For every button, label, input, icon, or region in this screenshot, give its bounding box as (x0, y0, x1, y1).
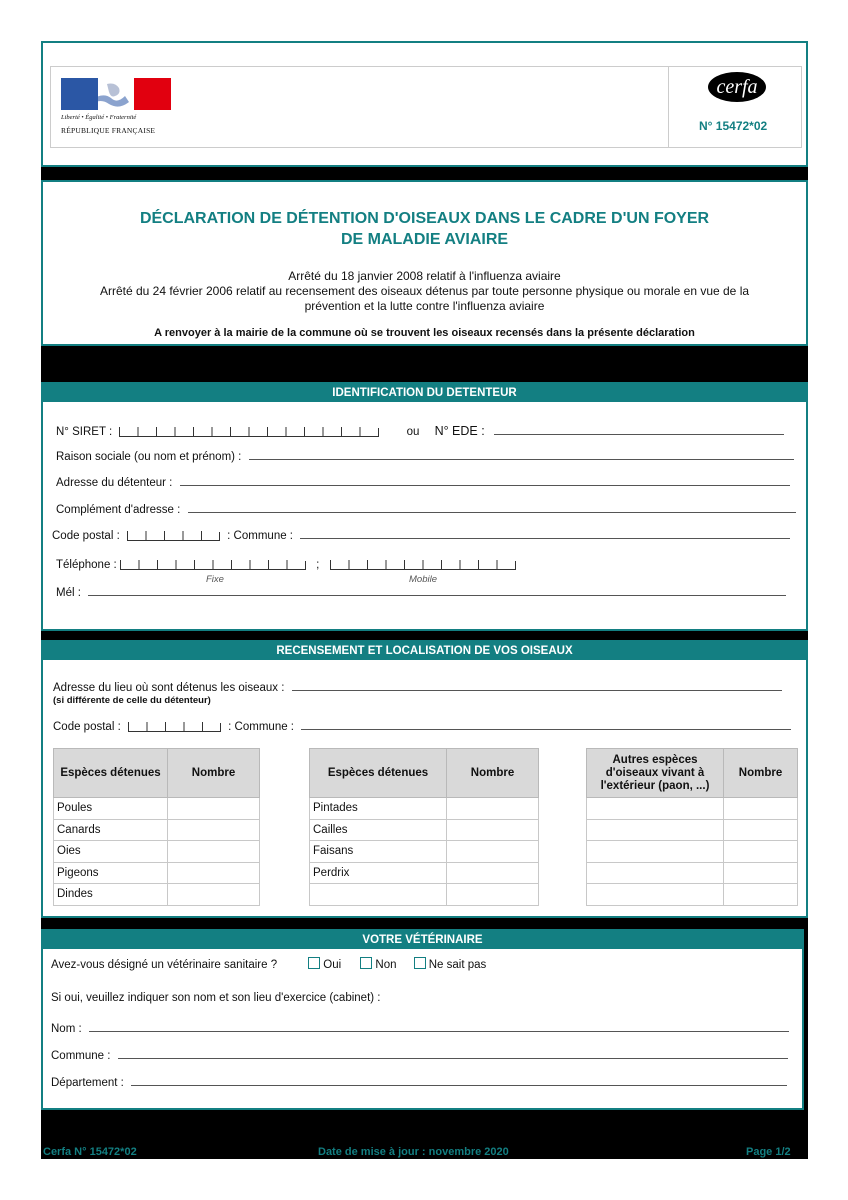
commune-label: : Commune : (227, 530, 293, 542)
code-postal-input[interactable] (127, 531, 219, 541)
lieu-commune-label: : Commune : (228, 721, 294, 733)
commune-input[interactable] (300, 537, 790, 539)
table-row (587, 884, 798, 906)
footer-date: Date de mise à jour : novembre 2020 (318, 1146, 509, 1158)
species-cell: Canards (54, 819, 168, 841)
table1-species-header: Espèces détenues (54, 749, 168, 798)
table3-species-header (587, 749, 724, 798)
count-input[interactable] (447, 841, 539, 863)
checkbox-oui[interactable] (308, 957, 320, 969)
option-non[interactable] (360, 959, 396, 971)
vet-instruction: Si oui, veuillez indiquer son nom et son lieu d'exercice (cabinet) : (51, 992, 381, 1004)
table1-count-header: Nombre (168, 749, 260, 798)
species-cell: Poules (54, 798, 168, 820)
table-row (54, 798, 260, 820)
count-input[interactable] (447, 884, 539, 906)
page-title (43, 208, 806, 250)
species-cell: Oies (54, 841, 168, 863)
title-box (41, 180, 808, 346)
option-non-label: Non (375, 959, 397, 971)
table-row (587, 798, 798, 820)
ref-2006-line2: prévention et la lutte contre l'influenza aviaire (304, 299, 545, 313)
vet-departement-input[interactable] (131, 1084, 787, 1086)
option-ne-sait-pas[interactable] (414, 959, 487, 971)
vet-question-row (51, 957, 486, 971)
species-cell (310, 884, 447, 906)
vet-commune-row (51, 1050, 788, 1062)
table3-header-line2: d'oiseaux vivant à (605, 766, 705, 779)
republique-logo (57, 72, 181, 140)
header-divider (668, 67, 669, 147)
table3-header-line3: l'extérieur (paon, ...) (600, 779, 710, 792)
header-inner (50, 66, 802, 148)
species-table-3 (586, 748, 798, 906)
vet-departement-label: Département : (51, 1077, 124, 1089)
raison-input[interactable] (249, 458, 794, 460)
mel-input[interactable] (88, 594, 786, 596)
raison-row (56, 451, 794, 463)
table-row (310, 862, 539, 884)
vet-nom-row (51, 1023, 789, 1035)
count-input[interactable] (724, 862, 798, 884)
species-cell: Cailles (310, 819, 447, 841)
mel-row (56, 587, 786, 599)
vet-nom-input[interactable] (89, 1030, 789, 1032)
count-input[interactable] (447, 798, 539, 820)
siret-input[interactable] (119, 427, 378, 437)
code-postal-row (52, 530, 790, 542)
header-box (41, 41, 808, 167)
species-cell: Faisans (310, 841, 447, 863)
vet-nom-label: Nom : (51, 1023, 82, 1035)
species-cell: Pintades (310, 798, 447, 820)
vet-question: Avez-vous désigné un vétérinaire sanitaire ? (51, 959, 278, 971)
ref-2006-line1: Arrêté du 24 février 2006 relatif au recensement des oiseaux détenus par toute personne physique ou morale en vue de la (99, 284, 750, 298)
marianne-icon (85, 78, 135, 110)
cerfa-number: N° 15472*02 (699, 119, 768, 133)
table-row (54, 819, 260, 841)
table-row (310, 819, 539, 841)
species-cell: Perdrix (310, 862, 447, 884)
option-ne-sait-pas-label: Ne sait pas (428, 959, 487, 971)
count-input[interactable] (168, 862, 260, 884)
siret-label: N° SIRET : (56, 426, 113, 438)
adresse-input[interactable] (180, 484, 790, 486)
ede-label: N° EDE : (434, 424, 485, 438)
lieu-commune-input[interactable] (301, 728, 791, 730)
count-input[interactable] (724, 884, 798, 906)
telephone-label: Téléphone : (56, 559, 117, 571)
complement-input[interactable] (188, 511, 796, 513)
table-row (54, 884, 260, 906)
mobile-caption: Mobile (409, 574, 437, 585)
telephone-fixe-input[interactable] (120, 560, 305, 570)
option-oui[interactable] (308, 959, 341, 971)
ede-input[interactable] (494, 433, 784, 435)
page-title-line2: DE MALADIE AVIAIRE (340, 231, 509, 248)
species-cell: Pigeons (54, 862, 168, 884)
siret-row (56, 424, 784, 438)
logo-tagline: Liberté • Égalité • Fraternité (61, 114, 137, 121)
count-input[interactable] (168, 841, 260, 863)
veterinaire-section (41, 929, 804, 1110)
telephone-mobile-input[interactable] (330, 560, 515, 570)
lieu-code-postal-row (53, 721, 791, 733)
adresse-label: Adresse du détenteur : (56, 477, 173, 489)
option-oui-label: Oui (323, 959, 342, 971)
count-input[interactable] (724, 819, 798, 841)
species-cell: Dindes (54, 884, 168, 906)
species-table-1 (53, 748, 260, 906)
table-row (310, 841, 539, 863)
footer-cerfa: Cerfa N° 15472*02 (43, 1146, 137, 1158)
lieu-code-postal-input[interactable] (128, 722, 220, 732)
species-input[interactable] (587, 862, 724, 884)
ref-2008: Arrêté du 18 janvier 2008 relatif à l'influenza aviaire (288, 269, 561, 283)
checkbox-non[interactable] (360, 957, 372, 969)
cerfa-logo: cerfa (708, 72, 766, 102)
complement-row (56, 504, 796, 516)
lieu-row (53, 682, 782, 694)
count-input[interactable] (168, 819, 260, 841)
lieu-note: (si différente de celle du détenteur) (53, 695, 211, 706)
telephone-separator: ; (316, 559, 320, 571)
lieu-input[interactable] (292, 689, 782, 691)
count-input[interactable] (724, 841, 798, 863)
logo-republic: RÉPUBLIQUE FRANÇAISE (61, 126, 156, 135)
lieu-code-postal-label: Code postal : (53, 721, 121, 733)
ou-text: ou (406, 426, 420, 438)
species-table-2 (309, 748, 539, 906)
vet-departement-row (51, 1077, 787, 1089)
recensement-section (41, 640, 808, 918)
table-row (587, 819, 798, 841)
raison-label: Raison sociale (ou nom et prénom) : (56, 451, 242, 463)
page-title-line1: DÉCLARATION DE DÉTENTION D'OISEAUX DANS LE CADRE D'UN FOYER (139, 210, 710, 227)
species-input[interactable] (587, 819, 724, 841)
table2-count-header: Nombre (447, 749, 539, 798)
count-input[interactable] (724, 798, 798, 820)
count-input[interactable] (447, 862, 539, 884)
identification-heading: IDENTIFICATION DU DETENTEUR (43, 384, 806, 402)
count-input[interactable] (447, 819, 539, 841)
table2-species-header: Espèces détenues (310, 749, 447, 798)
complement-label: Complément d'adresse : (56, 504, 181, 516)
table-row (310, 884, 539, 906)
species-input[interactable] (587, 841, 724, 863)
veterinaire-heading: VOTRE VÉTÉRINAIRE (43, 931, 802, 949)
fixe-caption: Fixe (206, 574, 224, 585)
table3-count-header: Nombre (724, 749, 798, 798)
adresse-row (56, 477, 790, 489)
mel-label: Mél : (56, 587, 81, 599)
table-row (587, 841, 798, 863)
species-input[interactable] (587, 884, 724, 906)
recensement-heading: RECENSEMENT ET LOCALISATION DE VOS OISEAUX (43, 642, 806, 660)
table-row (310, 798, 539, 820)
vet-commune-label: Commune : (51, 1050, 111, 1062)
return-instruction: A renvoyer à la mairie de la commune où se trouvent les oiseaux recensés dans la présente déclaration (154, 327, 695, 339)
table3-header-line1: Autres espèces (612, 753, 698, 766)
lieu-label: Adresse du lieu où sont détenus les oiseaux : (53, 682, 285, 694)
vet-commune-input[interactable] (118, 1057, 788, 1059)
legal-references (43, 269, 806, 314)
identification-section (41, 382, 808, 631)
code-postal-label: Code postal : (52, 530, 120, 542)
species-input[interactable] (587, 798, 724, 820)
checkbox-ne-sait-pas[interactable] (414, 957, 426, 969)
footer-page: Page 1/2 (746, 1146, 791, 1158)
telephone-row (56, 559, 516, 571)
count-input[interactable] (168, 798, 260, 820)
table-row (587, 862, 798, 884)
table-row (54, 862, 260, 884)
table-row (54, 841, 260, 863)
count-input[interactable] (168, 884, 260, 906)
